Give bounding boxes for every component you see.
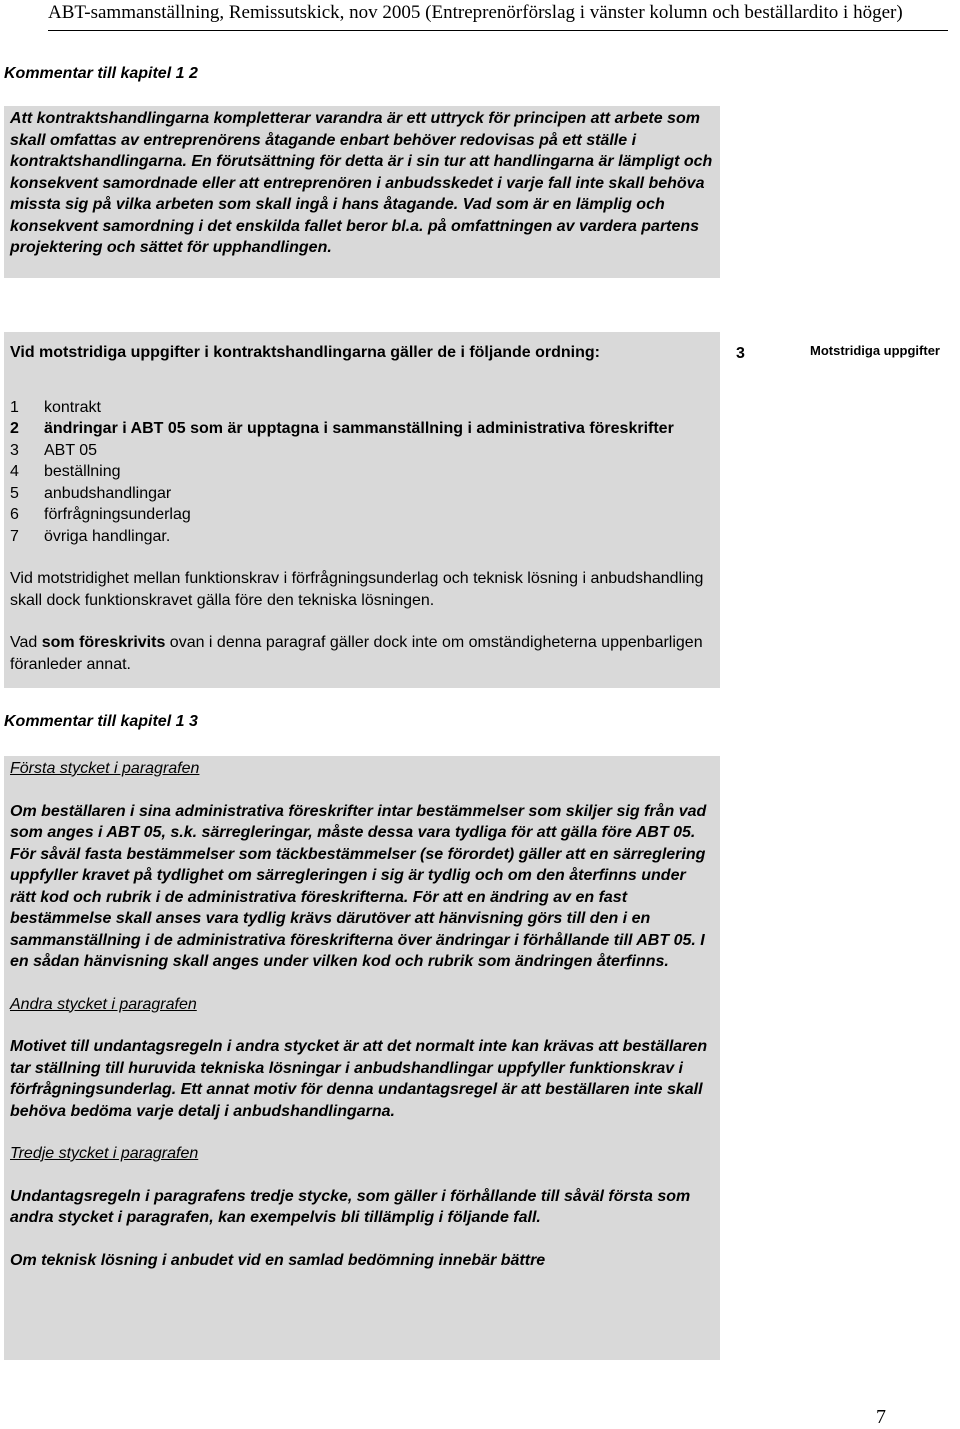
section-3-intro: Vid motstridiga uppgifter i kontraktshandlingarna gäller de i följande ordning: xyxy=(10,344,600,361)
priority-list xyxy=(10,397,714,548)
comment-heading-1-3: Kommentar till kapitel 1 3 xyxy=(4,713,198,730)
list-item: 4 beställning xyxy=(10,463,121,480)
section-3-block xyxy=(4,332,720,688)
document-header xyxy=(48,0,948,31)
paragraph-marker: 3 xyxy=(736,345,745,362)
subheading-first: Första stycket i paragrafen xyxy=(10,760,200,777)
comment-block-1-3 xyxy=(4,756,720,1360)
list-item: 5 anbudshandlingar xyxy=(10,484,172,502)
subheading-third: Tredje stycket i paragrafen xyxy=(10,1145,199,1162)
list-item: 2 ändringar i ABT 05 som är upptagna i sammanställning i administrativa föreskrifter xyxy=(10,420,674,437)
header-title: ABT-sammanställning, Remissutskick, nov 2005 (Entreprenörförslag i vänster kolumn och beställardito i höger) xyxy=(48,2,903,23)
comment-heading-1-2: Kommentar till kapitel 1 2 xyxy=(4,65,198,82)
list-item: 1 kontrakt xyxy=(10,398,101,416)
list-item: 3 ABT 05 xyxy=(10,441,98,459)
comment-text-second: Motivet till undantagsregeln i andra stycket är att det normalt inte kan krävas att beställaren tar ställning till huruvida tekniska lösningar i anbudshandlingar uppfyller funktionskrav i förfrågningsunderlag. Ett annat motiv för denna undantagsregel är att beställaren inte skall behöva bedöma varje detalj i anbudshandlingarna. xyxy=(10,1038,708,1120)
margin-title: Motstridiga uppgifter xyxy=(810,343,940,358)
section-3-para-2: Vad som föreskrivits ovan i denna paragraf gäller dock inte om omständigheterna uppenbarligen föranleder annat. xyxy=(10,634,703,673)
subheading-second: Andra stycket i paragrafen xyxy=(10,995,197,1013)
comment-text: Att kontraktshandlingarna kompletterar varandra är ett uttryck för principen att arbete som skall omfattas av entreprenörens åtagande enbart behöver redovisas på ett ställe i kontraktshandlingarna. En förutsättning för detta är i sin tur att handlingarna är lämpligt och konsekvent samordnade eller att entreprenören i anbudsskedet i varje fall inte skall behöva missta sig på vilka arbeten som skall ingå i hans åtagande. Vad som är en lämplig och konsekvent samordning i det enskilda fallet beror bl.a. på omfattningen av vardera partens projektering och sättet för upphandlingen. xyxy=(10,110,713,256)
comment-block-1-2 xyxy=(4,106,720,278)
page-number: 7 xyxy=(876,1406,886,1428)
list-item: 6 förfrågningsunderlag xyxy=(10,506,191,523)
section-3-para-1: Vid motstridighet mellan funktionskrav i förfrågningsunderlag och teknisk lösning i anbudshandling skall dock funktionskravet gälla före den tekniska lösningen. xyxy=(10,570,704,609)
comment-text-fourth: Om teknisk lösning i anbudet vid en samlad bedömning innebär bättre xyxy=(10,1251,546,1269)
comment-text-first: Om beställaren i sina administrativa föreskrifter intar bestämmelser som skiljer sig från vad som anges i ABT 05, s.k. särregleringar, måste dessa vara tydliga för att gälla före ABT 05. För såväl fasta bestämmelser som täckbestämmelser (se förordet) gäller att en särreglering uppfyller kravet på tydlighet om särregleringen i sig är tydlig och om den återfinns under rätt kod och rubrik i de administrativa föreskrifterna. För att en ändring av en fast bestämmelse skall anses vara tydlig krävs därutöver att hänvisning görs till den i en sammanställning i de administrativa föreskrifterna över ändringar i förhållande till ABT 05. I en sådan hänvisning skall anges under vilken kod och rubrik som ändringen återfinns. xyxy=(10,802,707,970)
comment-text-third: Undantagsregeln i paragrafens tredje stycke, som gäller i förhållande till såväl första som andra stycket i paragrafen, kan exempelvis bli tillämplig i följande fall. xyxy=(10,1187,691,1226)
list-item: 7 övriga handlingar. xyxy=(10,527,171,545)
